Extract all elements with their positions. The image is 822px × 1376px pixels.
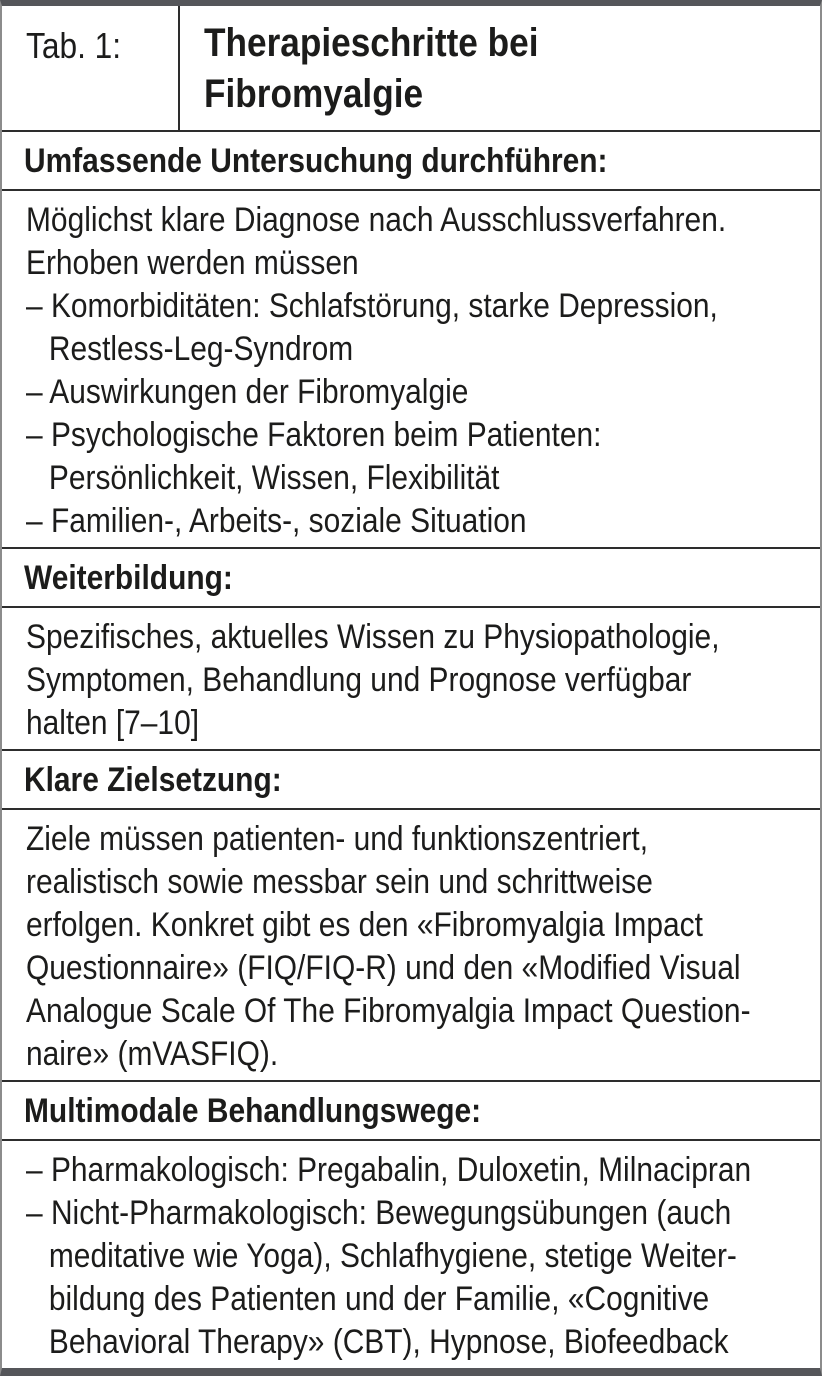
list-item-line: – Psychologische Faktoren beim Patienten: [26,416,602,454]
section-heading-weiterbildung [2,549,820,606]
section-heading-untersuchung [2,132,820,189]
section-heading-text: Umfassende Untersuchung durchführen: [24,141,608,180]
text-line: realistisch sowie messbar sein und schrittweise [26,863,653,901]
section-heading-text: Multimodale Behandlungswege: [24,1091,482,1130]
list-item-continuation: meditative wie Yoga), Schlafhygiene, stetige Weiter- [48,1237,737,1275]
section-heading-behandlungswege [2,1082,820,1139]
text-line: halten [7–10] [26,704,200,742]
table-title-cell [180,6,820,130]
table-number-cell [2,6,178,130]
list-item-line: – Auswirkungen der Fibromyalgie [26,373,469,411]
text-line: Analogue Scale Of The Fibromyalgia Impact Question- [26,992,751,1030]
text-line: Ziele müssen patienten- und funktionszentriert, [26,820,649,858]
text-line: Questionnaire» (FIQ/FIQ-R) und den «Modified Visual [26,949,741,987]
text-line: Spezifisches, aktuelles Wissen zu Physiopathologie, [26,618,720,656]
list-item-continuation: Persönlichkeit, Wissen, Flexibilität [48,459,500,497]
section-body-weiterbildung [2,608,820,749]
table-title-line-1: Therapieschritte bei [204,21,539,65]
text-line: erfolgen. Konkret gibt es den «Fibromyalgia Impact [26,906,703,944]
list-item-line: – Komorbiditäten: Schlafstörung, starke Depression, [26,287,718,325]
list-item-continuation: bildung des Patienten und der Familie, «Cognitive [48,1280,710,1318]
section-body-untersuchung [2,191,820,547]
list-item-continuation: Behavioral Therapy» (CBT), Hypnose, Biofeedback [48,1323,729,1361]
section-body-zielsetzung [2,810,820,1080]
text-line: Möglichst klare Diagnose nach Ausschlussverfahren. [26,201,727,239]
table-header-row [2,6,820,130]
section-heading-text: Klare Zielsetzung: [24,760,282,799]
list-item-line: – Pharmakologisch: Pregabalin, Duloxetin, Milnacipran [26,1151,752,1189]
text-line: Symptomen, Behandlung und Prognose verfügbar [26,661,692,699]
section-heading-zielsetzung [2,751,820,808]
section-body-behandlungswege [2,1141,820,1368]
list-item-line: – Nicht-Pharmakologisch: Bewegungsübungen (auch [26,1194,732,1232]
text-line: naire» (mVASFIQ). [26,1035,279,1073]
list-item-continuation: Restless-Leg-Syndrom [48,330,354,368]
section-heading-text: Weiterbildung: [24,558,233,597]
list-item-line: – Familien-, Arbeits-, soziale Situation [26,502,527,540]
table-title-line-2: Fibromyalgie [204,72,424,116]
table-number-label: Tab. 1: [26,25,122,66]
text-line: Erhoben werden müssen [26,244,359,282]
